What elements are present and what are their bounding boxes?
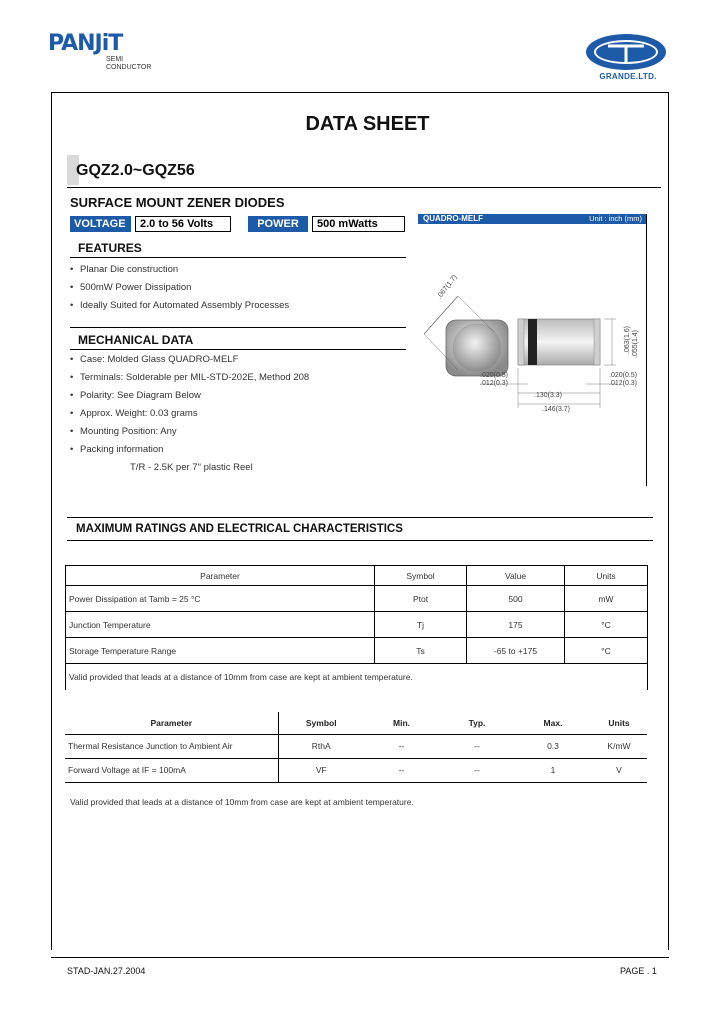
table-cell: °C: [565, 638, 648, 664]
list-item: • Ideally Suited for Automated Assembly Processes: [70, 300, 290, 311]
document-title: DATA SHEET: [305, 113, 430, 135]
ratings-heading: MAXIMUM RATINGS AND ELECTRICAL CHARACTERISTICS: [76, 523, 403, 535]
package-unit: Unit : inch (mm): [589, 214, 642, 223]
table-row: [66, 586, 648, 612]
footer-date: STAD-JAN.27.2004: [67, 966, 146, 976]
column-header: Symbol: [375, 566, 467, 586]
table-cell: 500: [467, 586, 565, 612]
list-item: [70, 459, 309, 477]
table-cell: Ts: [375, 638, 467, 664]
package-drawing: [418, 226, 646, 416]
frame-left: [51, 92, 52, 950]
mechanical-heading: MECHANICAL DATA: [70, 331, 406, 350]
table-cell: K/mW: [591, 734, 647, 758]
list-item: • Terminals: Solderable per MIL-STD-202E, Method 208: [70, 372, 310, 383]
list-item: • Case: Molded Glass QUADRO-MELF: [70, 354, 239, 365]
list-item: • 500mW Power Dissipation: [70, 282, 192, 293]
grande-emblem: [586, 34, 666, 70]
panjit-logo: [48, 32, 168, 76]
dim-diagonal: .067(1.7): [436, 273, 459, 301]
table-cell: --: [364, 758, 439, 782]
dim-length-outer: .146(3.7): [542, 406, 571, 413]
frame-right: [668, 92, 669, 950]
column-header: Units: [591, 712, 647, 734]
table-cell: -65 to +175: [467, 638, 565, 664]
table-header-row: [66, 566, 648, 586]
brand-conductor: CONDUCTOR: [106, 64, 152, 71]
grande-logo: [582, 34, 674, 84]
column-header: Min.: [364, 712, 439, 734]
list-item: • Planar Die construction: [70, 264, 179, 275]
table-note-row: [66, 664, 648, 690]
column-header: Symbol: [278, 712, 364, 734]
table-cell: --: [439, 758, 515, 782]
table-cell: Junction Temperature: [66, 612, 375, 638]
characteristics-table: [65, 712, 647, 783]
part-number: GQZ2.0~GQZ56: [76, 162, 195, 179]
list-item: • Mounting Position: Any: [70, 426, 177, 437]
brand-semi: SEMI: [106, 56, 124, 63]
dim-right-lower: .012(0.3): [609, 380, 638, 387]
voltage-label: VOLTAGE: [70, 216, 131, 232]
column-header: Typ.: [439, 712, 515, 734]
table-cell: Tj: [375, 612, 467, 638]
ratings-table: [65, 565, 648, 690]
table-row: [65, 734, 647, 758]
table-note: Valid provided that leads at a distance of 10mm from case are kept at ambient temperature.: [66, 664, 648, 690]
package-title: QUADRO-MELF: [423, 214, 483, 223]
column-header: Max.: [515, 712, 591, 734]
table-cell: Ptot: [375, 586, 467, 612]
table-row: [66, 612, 648, 638]
table-cell: °C: [565, 612, 648, 638]
brand-jit: JiT: [94, 31, 123, 56]
list-item: • Packing information: [70, 444, 164, 455]
part-number-rule: [67, 187, 661, 188]
dim-height-inner: .055(1.4): [632, 329, 639, 358]
brand-pan: PAN: [48, 31, 95, 56]
list-item: • Polarity: See Diagram Below: [70, 390, 201, 401]
table-cell: RthA: [278, 734, 364, 758]
features-list: [70, 261, 289, 315]
table-cell: mW: [565, 586, 648, 612]
table-cell: 175: [467, 612, 565, 638]
table-cell: 1: [515, 758, 591, 782]
table-cell: V: [591, 758, 647, 782]
table-cell: --: [439, 734, 515, 758]
package-frame-line: [646, 214, 647, 486]
ratings-bottom-rule: [67, 540, 653, 541]
column-header: Value: [467, 566, 565, 586]
mechanical-list: [70, 351, 309, 477]
mechanical-top-rule: [70, 327, 406, 328]
table-cell: 0.3: [515, 734, 591, 758]
table-row: [65, 758, 647, 782]
table-cell: Power Dissipation at Tamb = 25 °C: [66, 586, 375, 612]
power-value: 500 mWatts: [312, 216, 405, 232]
dim-height-outer: .063(1.6): [624, 325, 631, 354]
table-row: [66, 638, 648, 664]
ratings-top-rule: [67, 517, 653, 518]
product-subtitle: SURFACE MOUNT ZENER DIODES: [70, 195, 285, 210]
column-header: Units: [565, 566, 648, 586]
dim-length-inner: .130(3.3): [534, 392, 563, 399]
voltage-value: 2.0 to 56 Volts: [135, 216, 231, 232]
dim-left-upper: .020(0.5): [480, 372, 509, 379]
table-cell: Storage Temperature Range: [66, 638, 375, 664]
list-item: • Approx. Weight: 0.03 grams: [70, 408, 198, 419]
footer-page: PAGE . 1: [620, 966, 657, 976]
characteristics-note: Valid provided that leads at a distance of 10mm from case are kept at ambient temperature.: [70, 797, 414, 807]
table-cell: Forward Voltage at IF = 100mA: [65, 758, 278, 782]
dim-left-lower: .012(0.3): [480, 380, 509, 387]
frame-top: [51, 92, 669, 93]
features-heading: FEATURES: [70, 239, 406, 258]
table-cell: Thermal Resistance Junction to Ambient Air: [65, 734, 278, 758]
frame-bottom: [51, 957, 669, 958]
table-cell: --: [364, 734, 439, 758]
column-header: Parameter: [66, 566, 375, 586]
grande-name: GRANDE.LTD.: [599, 72, 657, 81]
table-cell: VF: [278, 758, 364, 782]
power-label: POWER: [248, 216, 308, 232]
table-header-row: [65, 712, 647, 734]
packing-detail: T/R - 2.5K per 7" plastic Reel: [130, 462, 253, 473]
column-header: Parameter: [65, 712, 278, 734]
dim-right-upper: .020(0.5): [609, 372, 638, 379]
